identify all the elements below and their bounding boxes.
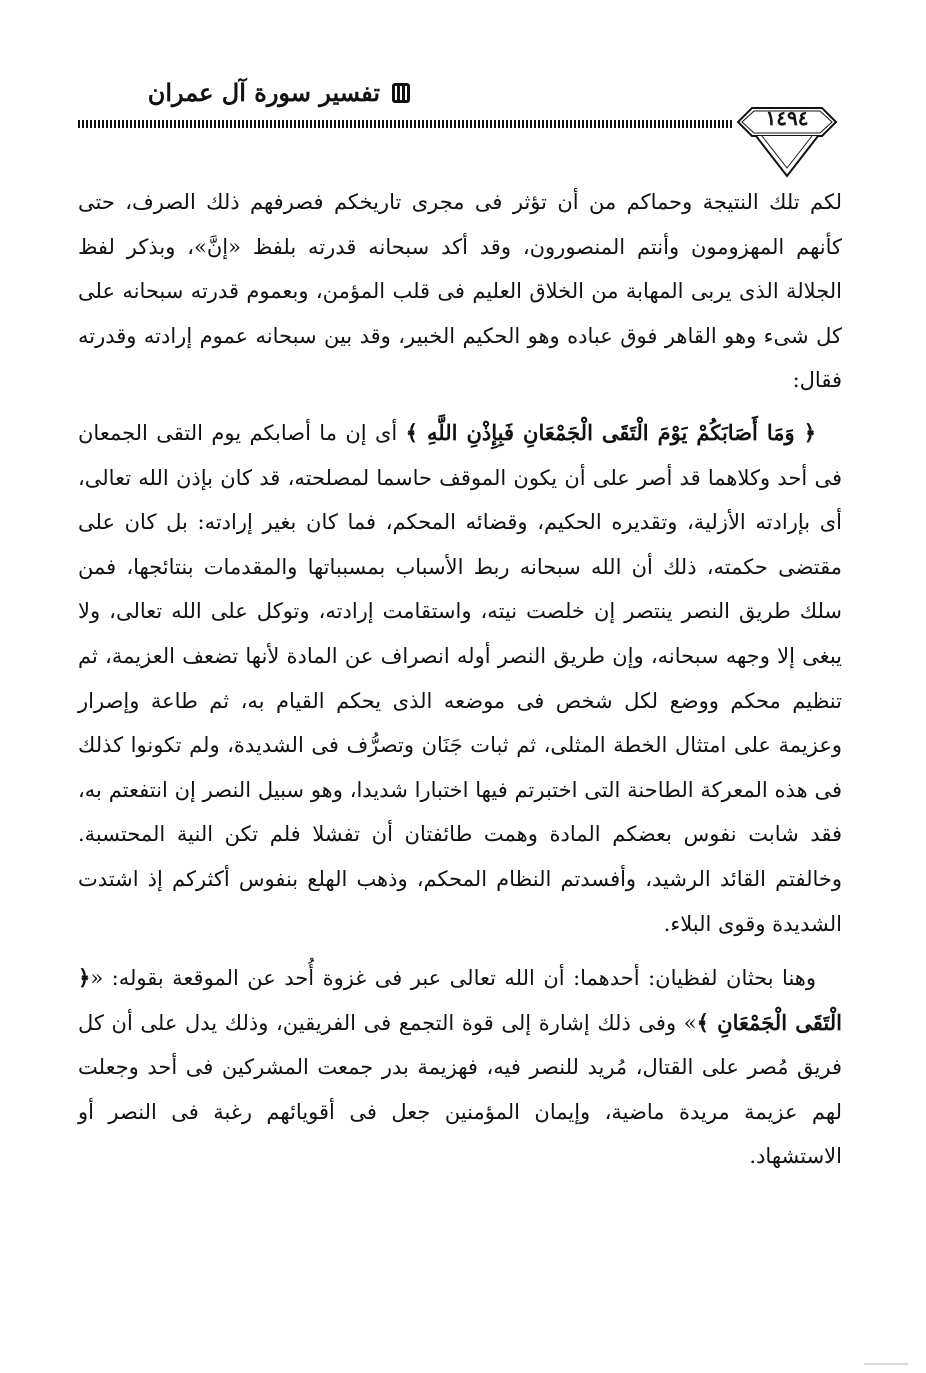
page-number-badge: [732, 90, 842, 180]
paragraph: [78, 956, 842, 1179]
page-header: [78, 70, 842, 180]
page-number: ١٤٩٤: [765, 106, 809, 130]
paragraph-text: أى إن ما أصابكم يوم التقى الجمعان فى أحد وكلاهما قد أصر على أن يكون الموقف حاسما لمصلحته، قد كان بإذن الله تعالى، أى بإرادته الأزلية، وتقديره الحكيم، وقضائه المحكم، فما كان بغير إرادته: بل كان على مقتضى حكمته، ذلك أن الله سبحانه ربط الأسباب بمسبباتها والمقدمات بنتائجها، فمن سلك طريق النصر ينتصر إن خلصت نيته، واستقامت إرادته، وتوكل على الله تعالى، ولا يبغى إلا وجهه سبحانه، وإن طريق النصر أوله انصراف عن المادة لأنها تضعف العزيمة، ثم تنظيم محكم ووضع لكل شخص فى موضعه الذى يحكم القيام به، ثم طاعة وإصرار وعزيمة على امتثال الخطة المثلى، ثم ثبات جَنَان وتصرُّف فى الشديدة، ولم تكونوا كذلك فى هذه المعركة الطاحنة التى اختبرتم فيها اختبارا شديدا، وهو سبيل النصر إن انتفعتم به، فقد شابت نفوس بعضكم المادة وهمت طائفتان أن تفشلا فلم تكن النية المحتسبة. وخالفتم القائد الرشيد، وأفسدتم النظام المحكم، وذهب الهلع بنفوس أكثركم إذ اشتدت الشديدة وقوى البلاء.: [78, 420, 842, 936]
paragraph: [78, 411, 842, 946]
paragraph: لكم تلك النتيجة وحماكم من أن تؤثر فى مجرى تاريخكم فصرفهم ذلك الصرف، حتى كأنهم المهزومون وأنتم المنصورون، وقد أكد سبحانه قدرته بلفظ «إنَّ»، وبذكر لفظ الجلالة الذى يربى المهابة من الخلاق العليم فى قلب المؤمن، وبعموم قدرته سبحانه على كل شىء وهو القاهر فوق عباده وهو الحكيم الخبير، وقد بين سبحانه عموم إرادته وقدرته فقال:: [78, 190, 842, 393]
corner-mark: [864, 1363, 908, 1365]
ornament-icon: [390, 81, 412, 105]
page-title: تفسير سورة آل عمران: [147, 78, 380, 107]
quran-verse: ﴿ وَمَا أَصَابَكُمْ يَوْمَ الْتَقَى الْجَمْعَانِ فَبِإِذْنِ اللَّهِ ﴾: [405, 419, 816, 445]
paragraph-text: » وفى ذلك إشارة إلى قوة التجمع فى الفريقين، وذلك يدل على أن كل فريق مُصر على القتال، مُريد للنصر فيه، فهزيمة بدر جمعت المشركين فى أحد وجعلت لهم عزيمة مريدة ماضية، وإيمان المؤمنين جعل فى أقويائهم رغبة فى النصر أو الاستشهاد.: [78, 1010, 842, 1169]
badge-frame-icon: [732, 90, 842, 180]
quran-verse: ﴿ الْتَقَى الْجَمْعَانِ ﴾: [78, 965, 842, 1035]
paragraph-text: وهنا بحثان لفظيان: أحدهما: أن الله تعالى عبر فى غزوة أُحد عن الموقعة بقوله: «: [90, 966, 816, 991]
header-rule: [78, 120, 733, 128]
page-content: [78, 180, 842, 1179]
title-row: [148, 78, 412, 107]
